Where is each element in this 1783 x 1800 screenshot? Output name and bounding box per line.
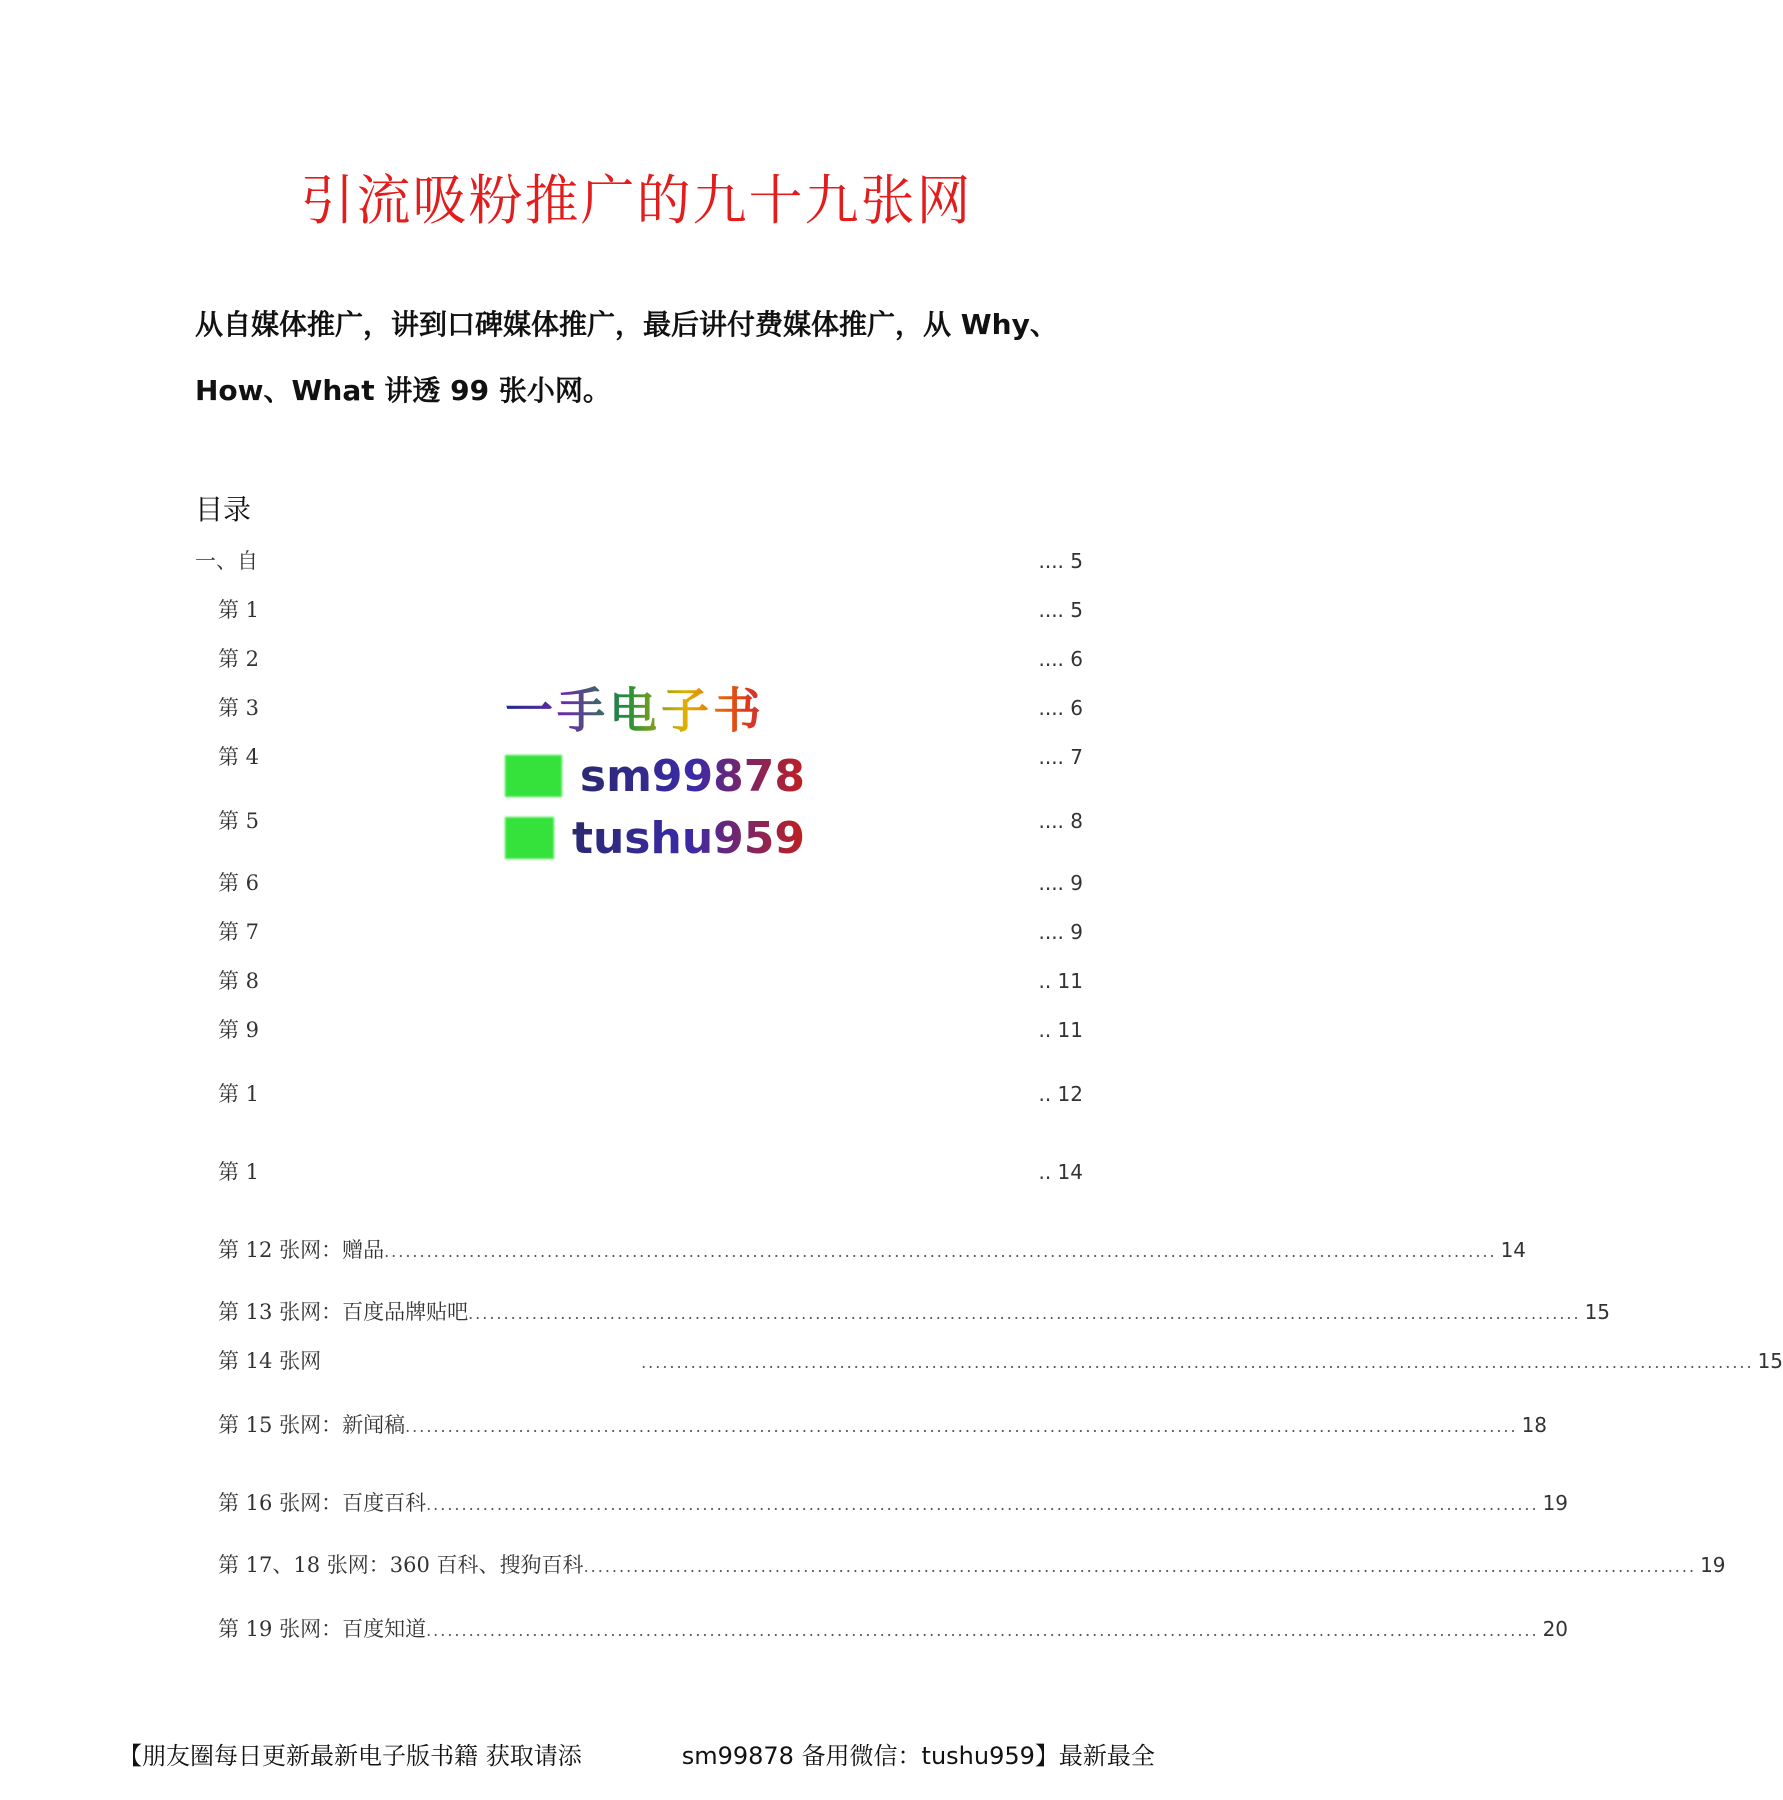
toc-entry-label: 第 1 bbox=[218, 1082, 260, 1106]
toc-entry[interactable] bbox=[218, 1234, 1527, 1264]
toc-entry-label: 第 9 bbox=[218, 1018, 260, 1042]
toc-entry-label: 第 5 bbox=[218, 809, 260, 833]
watermark-title: 一手电子书 bbox=[505, 672, 805, 741]
toc-entry-page: .... 9 bbox=[1038, 871, 1083, 895]
toc-entry[interactable] bbox=[218, 1078, 1083, 1108]
toc-entry-page: .. 11 bbox=[1038, 969, 1083, 993]
toc-entry-page: 15 bbox=[1757, 1349, 1783, 1373]
toc-leader: ............................................................................................................................................................. bbox=[468, 1304, 1581, 1323]
toc-entry[interactable] bbox=[218, 867, 1083, 897]
toc-entry[interactable] bbox=[218, 1549, 1726, 1579]
toc-entry-label: 第 12 张网：赠品 bbox=[218, 1238, 385, 1262]
toc-entry-page: 15 bbox=[1584, 1300, 1611, 1324]
toc-entry-page: .... 8 bbox=[1038, 809, 1083, 833]
toc-leader: ............................................................................................................................................................. bbox=[384, 1242, 1497, 1261]
toc-entry-page: 19 bbox=[1542, 1491, 1569, 1515]
toc-entry-page: .... 5 bbox=[1038, 549, 1083, 573]
toc-entry-label: 第 3 bbox=[218, 696, 260, 720]
toc-entry-page: .. 14 bbox=[1038, 1160, 1083, 1184]
toc-entry-label: 第 1 bbox=[218, 1160, 260, 1184]
toc-entry[interactable] bbox=[218, 1345, 1783, 1375]
toc-entry-page: .. 11 bbox=[1038, 1018, 1083, 1042]
toc-entry-label: 第 16 张网：百度百科 bbox=[218, 1491, 427, 1515]
toc-entry-label: 第 6 bbox=[218, 871, 260, 895]
toc-entry[interactable] bbox=[218, 1014, 1083, 1044]
toc-entry-page: .... 6 bbox=[1038, 647, 1083, 671]
toc-entry-page: 19 bbox=[1700, 1553, 1726, 1577]
toc-entry-label: 第 1 bbox=[218, 598, 260, 622]
toc-entry[interactable] bbox=[218, 594, 1083, 624]
toc-entry-label: 第 4 bbox=[218, 745, 260, 769]
watermark-line-1 bbox=[505, 749, 805, 803]
toc-entry-page: .... 7 bbox=[1038, 745, 1083, 769]
footer-text-2: sm99878 备用微信：tushu959】最新最全 bbox=[681, 1742, 1155, 1770]
toc-entry-page: .... 9 bbox=[1038, 920, 1083, 944]
toc-entry[interactable] bbox=[218, 1156, 1083, 1186]
toc-entry-page: .... 5 bbox=[1038, 598, 1083, 622]
wechat-badge-icon bbox=[505, 817, 554, 859]
toc-entry[interactable] bbox=[218, 1487, 1569, 1517]
toc-heading: 目录 bbox=[195, 493, 252, 526]
toc-entry-label: 第 13 张网：百度品牌贴吧 bbox=[218, 1300, 469, 1324]
watermark-line-2 bbox=[505, 811, 805, 865]
footer-text-1: 【朋友圈每日更新最新电子版书籍 获取请添 bbox=[118, 1742, 582, 1770]
toc-entry-label: 第 15 张网：新闻稿 bbox=[218, 1413, 406, 1437]
toc-entry-page: .. 12 bbox=[1038, 1082, 1083, 1106]
watermark bbox=[505, 672, 805, 862]
toc-entry[interactable] bbox=[218, 643, 1083, 673]
toc-entry-label: 一、自 bbox=[195, 549, 258, 573]
toc-entry-label: 第 17、18 张网：360 百科、搜狗百科 bbox=[218, 1553, 584, 1577]
toc-leader: ............................................................................................................................................................. bbox=[426, 1621, 1539, 1640]
toc-leader: ............................................................................................................................................................. bbox=[405, 1417, 1518, 1436]
toc-entry-page: .... 6 bbox=[1038, 696, 1083, 720]
toc-entry-label: 第 19 张网：百度知道 bbox=[218, 1617, 427, 1641]
toc-entry[interactable] bbox=[218, 1613, 1569, 1643]
toc-entry-page: 20 bbox=[1542, 1617, 1569, 1641]
footer-banner bbox=[0, 1736, 1273, 1771]
toc-entry[interactable] bbox=[218, 916, 1083, 946]
toc-entry-page: 14 bbox=[1500, 1238, 1527, 1262]
subtitle bbox=[195, 292, 1095, 424]
toc-entry[interactable] bbox=[218, 1409, 1548, 1439]
toc-leader: ............................................................................................................................................................. bbox=[641, 1353, 1754, 1372]
toc-entry-label: 第 7 bbox=[218, 920, 260, 944]
subtitle-line-2: How、What 讲透 99 张小网。 bbox=[195, 374, 611, 407]
toc-entry-label: 第 14 张网 bbox=[218, 1349, 322, 1373]
toc-entry-page: 18 bbox=[1521, 1413, 1548, 1437]
toc-entry-label: 第 8 bbox=[218, 969, 260, 993]
toc-leader: ............................................................................................................................................................. bbox=[583, 1557, 1697, 1576]
toc-entry[interactable] bbox=[195, 545, 1083, 575]
wechat-badge-icon bbox=[505, 755, 562, 797]
toc-entry-label: 第 2 bbox=[218, 647, 260, 671]
toc-entry[interactable] bbox=[218, 1296, 1611, 1326]
toc-leader: ............................................................................................................................................................. bbox=[426, 1495, 1539, 1514]
watermark-text-2: tushu959 bbox=[571, 812, 805, 864]
document-title: 引流吸粉推广的九十九张网 bbox=[300, 169, 973, 232]
subtitle-line-1: 从自媒体推广，讲到口碑媒体推广，最后讲付费媒体推广，从 Why、 bbox=[195, 308, 1058, 341]
watermark-text-1: sm99878 bbox=[579, 750, 805, 802]
toc-entry[interactable] bbox=[218, 965, 1083, 995]
